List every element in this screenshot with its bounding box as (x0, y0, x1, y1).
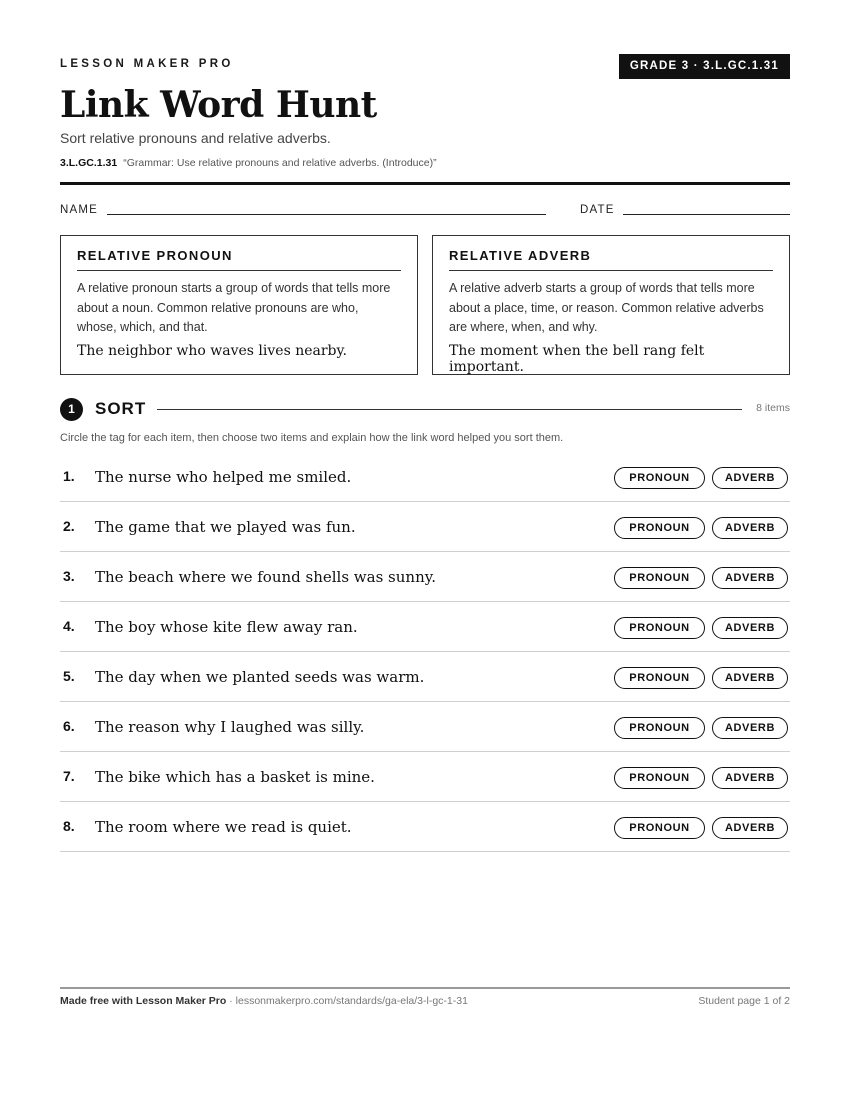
item-number: 7. (63, 768, 75, 784)
name-field[interactable] (107, 214, 546, 215)
adverb-tag[interactable]: ADVERB (712, 617, 788, 639)
pronoun-tag[interactable]: PRONOUN (614, 717, 705, 739)
item-number: 5. (63, 668, 75, 684)
footer-divider (60, 987, 790, 989)
item-number: 4. (63, 618, 75, 634)
adverb-tag[interactable]: ADVERB (712, 767, 788, 789)
item-sentence: The day when we planted seeds was warm. (95, 668, 425, 686)
definition-heading: RELATIVE ADVERB (449, 248, 773, 271)
item-sentence: The game that we played was fun. (95, 518, 356, 536)
item-sentence: The nurse who helped me smiled. (95, 468, 352, 486)
pronoun-tag[interactable]: PRONOUN (614, 817, 705, 839)
brand-name: LESSON MAKER PRO (60, 58, 234, 70)
footer-separator: · (229, 995, 236, 1007)
date-field[interactable] (623, 214, 790, 215)
list-item (60, 502, 790, 552)
definition-example: The neighbor who waves lives nearby. (77, 342, 348, 359)
list-item (60, 552, 790, 602)
adverb-tag[interactable]: ADVERB (712, 567, 788, 589)
adverb-tag[interactable]: ADVERB (712, 667, 788, 689)
section-divider (157, 409, 742, 410)
name-label: NAME (60, 204, 99, 216)
adverb-tag[interactable]: ADVERB (712, 517, 788, 539)
item-count: 8 items (756, 402, 790, 414)
footer-url[interactable]: lessonmakerpro.com/standards/ga-ela/3-l-gc-1-31 (235, 995, 468, 1007)
pronoun-tag[interactable]: PRONOUN (614, 767, 705, 789)
item-list (60, 452, 790, 852)
item-sentence: The boy whose kite flew away ran. (95, 618, 358, 636)
list-item (60, 702, 790, 752)
section-number-badge: 1 (60, 398, 83, 421)
header-divider (60, 182, 790, 185)
pronoun-tag[interactable]: PRONOUN (614, 617, 705, 639)
date-label: DATE (580, 204, 615, 216)
item-number: 6. (63, 718, 75, 734)
definition-heading: RELATIVE PRONOUN (77, 248, 401, 271)
pronoun-tag[interactable]: PRONOUN (614, 567, 705, 589)
footer-credit (60, 995, 468, 1007)
definition-box-relative-pronoun (60, 235, 418, 375)
section-title: SORT (95, 399, 147, 418)
list-item (60, 452, 790, 502)
definition-box-relative-adverb (432, 235, 790, 375)
page-subtitle: Sort relative pronouns and relative adverbs. (60, 130, 331, 146)
item-sentence: The room where we read is quiet. (95, 818, 352, 836)
definition-text: A relative pronoun starts a group of words that tells more about a noun. Common relative pronouns are who, whose, which, and that. (77, 281, 391, 334)
item-number: 8. (63, 818, 75, 834)
item-number: 1. (63, 468, 75, 484)
pronoun-tag[interactable]: PRONOUN (614, 667, 705, 689)
definition-text: A relative adverb starts a group of words that tells more about a place, time, or reason. Common relative adverbs are where, when, and why. (449, 281, 764, 334)
adverb-tag[interactable]: ADVERB (712, 817, 788, 839)
standard-description: “Grammar: Use relative pronouns and relative adverbs. (Introduce)” (123, 157, 437, 169)
item-sentence: The beach where we found shells was sunny. (95, 568, 436, 586)
list-item (60, 752, 790, 802)
standard-code: 3.L.GC.1.31 (60, 157, 118, 169)
item-sentence: The reason why I laughed was silly. (95, 718, 365, 736)
section-instructions: Circle the tag for each item, then choose two items and explain how the link word helped you sort them. (60, 432, 564, 444)
adverb-tag[interactable]: ADVERB (712, 467, 788, 489)
pronoun-tag[interactable]: PRONOUN (614, 517, 705, 539)
standard-line (60, 157, 437, 169)
list-item (60, 802, 790, 852)
footer-brand: Made free with Lesson Maker Pro (60, 995, 227, 1007)
pronoun-tag[interactable]: PRONOUN (614, 467, 705, 489)
page-indicator: Student page 1 of 2 (698, 995, 790, 1007)
list-item (60, 602, 790, 652)
grade-badge: GRADE 3 · 3.L.GC.1.31 (619, 54, 790, 79)
adverb-tag[interactable]: ADVERB (712, 717, 788, 739)
item-number: 2. (63, 518, 75, 534)
definition-example: The moment when the bell rang felt important. (449, 342, 705, 375)
item-sentence: The bike which has a basket is mine. (95, 768, 375, 786)
item-number: 3. (63, 568, 75, 584)
page-title: Link Word Hunt (60, 84, 377, 126)
list-item (60, 652, 790, 702)
worksheet-page (60, 0, 790, 1100)
